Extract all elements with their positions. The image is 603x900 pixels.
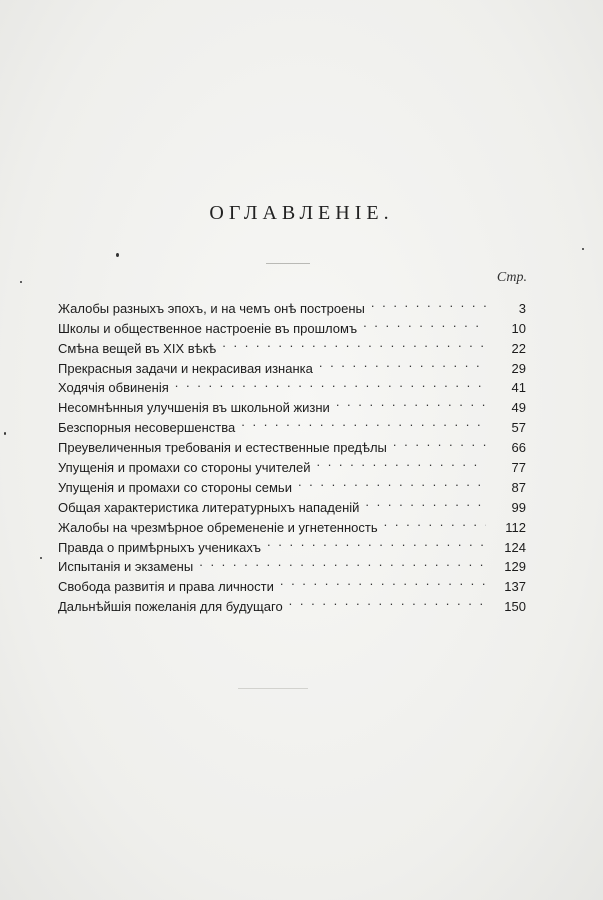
toc-entry-title: Преувеличенныя требованія и естественные предѣлы bbox=[58, 440, 387, 456]
bottom-divider bbox=[238, 688, 308, 689]
toc-entry-page: 150 bbox=[504, 599, 526, 615]
toc-entry-page: 10 bbox=[511, 320, 526, 336]
toc-entry-page: 137 bbox=[504, 579, 526, 595]
ink-speck bbox=[116, 253, 119, 257]
dot-leader bbox=[384, 512, 486, 532]
dot-leader bbox=[316, 452, 486, 472]
toc-entry-page: 57 bbox=[511, 420, 526, 436]
dot-leader bbox=[393, 432, 486, 452]
toc-entry-title: Общая характеристика литературныхъ нападеній bbox=[58, 499, 360, 515]
toc-entry-title: Ходячія обвиненія bbox=[58, 380, 169, 396]
dot-leader bbox=[298, 472, 486, 492]
toc-entry-page: 124 bbox=[504, 539, 526, 555]
dot-leader bbox=[371, 293, 486, 313]
dot-leader bbox=[280, 571, 486, 591]
toc-entry-title: Школы и общественное настроеніе въ прошломъ bbox=[58, 320, 358, 336]
toc-entry-page: 41 bbox=[511, 380, 526, 396]
toc-entry-page: 129 bbox=[504, 559, 526, 575]
toc-entry-page: 3 bbox=[518, 300, 526, 316]
toc-entry-title: Жалобы на чрезмѣрное обремененіе и угнетенность bbox=[58, 519, 378, 535]
dot-leader bbox=[336, 392, 486, 412]
toc-entry-page: 87 bbox=[511, 479, 526, 495]
dot-leader bbox=[199, 552, 486, 572]
toc-entry-page: 29 bbox=[511, 360, 526, 376]
dot-leader bbox=[175, 373, 486, 393]
title-divider bbox=[266, 263, 310, 264]
page-column-label: Стр. bbox=[496, 270, 527, 285]
dot-leader bbox=[363, 313, 486, 333]
toc-entry-page: 112 bbox=[505, 519, 526, 535]
toc-entry-title: Упущенія и промахи со стороны учителей bbox=[58, 460, 311, 476]
dot-leader bbox=[289, 591, 486, 611]
toc-entry-title: Смѣна вещей въ XIX вѣкѣ bbox=[58, 340, 217, 356]
dot-leader bbox=[267, 532, 486, 552]
dot-leader bbox=[222, 333, 486, 353]
toc-entry-title: Свобода развитія и права личности bbox=[58, 579, 274, 595]
page-title: ОГЛАВЛЕНІЕ. bbox=[209, 202, 394, 224]
toc-entry bbox=[58, 293, 526, 316]
ink-speck bbox=[582, 248, 584, 250]
toc-entry-title: Безспорныя несовершенства bbox=[58, 420, 236, 436]
dot-leader bbox=[319, 353, 486, 373]
toc-entry-page: 66 bbox=[511, 440, 526, 456]
toc-entry-title: Жалобы разныхъ эпохъ, и на чемъ онѣ построены bbox=[58, 300, 365, 316]
toc-entry-title: Несомнѣнныя улучшенія въ школьной жизни bbox=[58, 400, 330, 416]
ink-speck bbox=[20, 281, 22, 283]
toc-entry-title: Упущенія и промахи со стороны семьи bbox=[58, 479, 292, 495]
toc-entry-title: Дальнѣйшія пожеланія для будущаго bbox=[58, 599, 283, 615]
toc-entry-title: Испытанія и экзамены bbox=[58, 559, 194, 575]
toc-entry-page: 99 bbox=[511, 499, 526, 515]
dot-leader bbox=[241, 412, 486, 432]
dot-leader bbox=[365, 492, 486, 512]
toc-entry-title: Правда о примѣрныхъ ученикахъ bbox=[58, 539, 262, 555]
ink-speck bbox=[40, 557, 42, 559]
toc-entry-page: 22 bbox=[511, 340, 526, 356]
toc-entry-page: 49 bbox=[511, 400, 526, 416]
ink-speck bbox=[4, 432, 6, 435]
toc-entry-page: 77 bbox=[511, 460, 526, 476]
table-of-contents bbox=[58, 293, 526, 615]
toc-entry-title: Прекрасныя задачи и некрасивая изнанка bbox=[58, 360, 313, 376]
